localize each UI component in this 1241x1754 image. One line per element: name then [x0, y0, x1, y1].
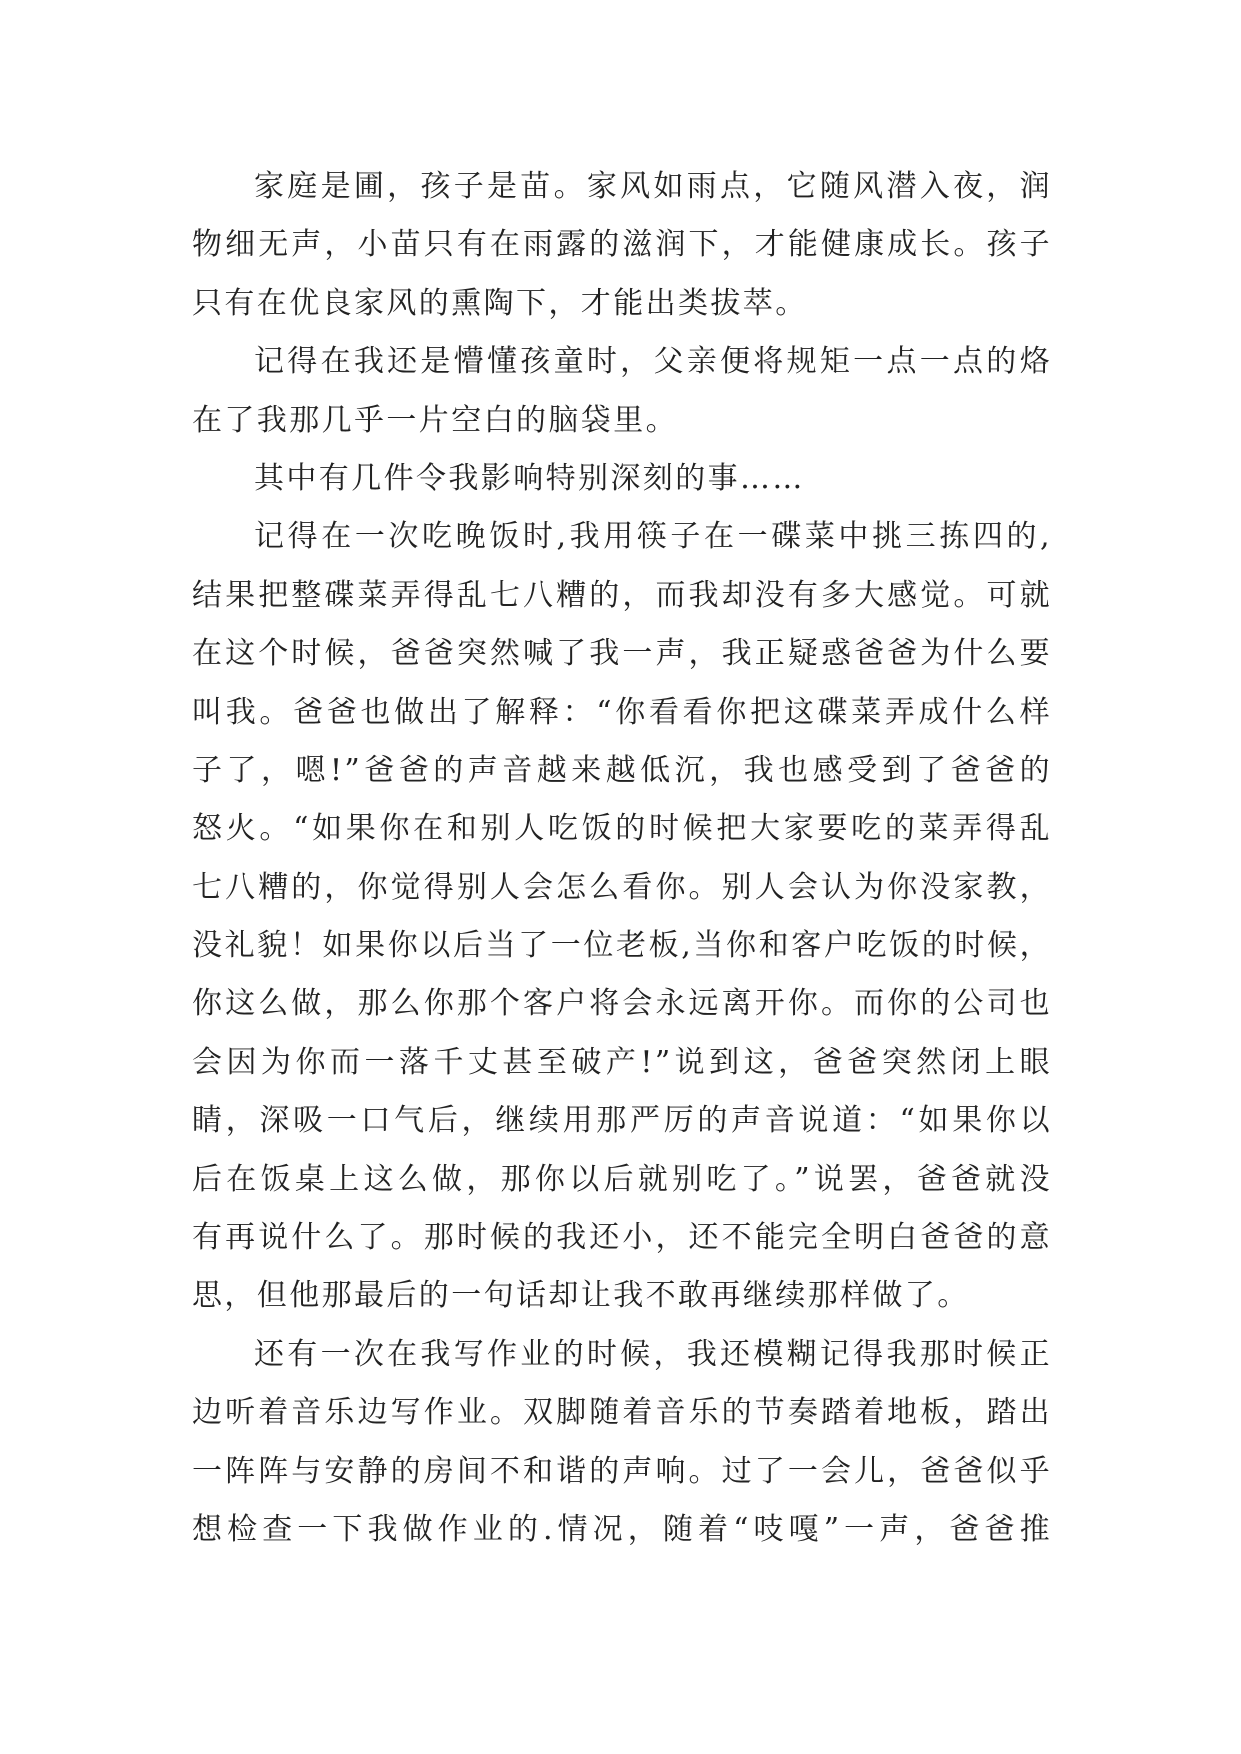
text-line: 还有一次在我写作业的时候，我还模糊记得我那时候正	[254, 1336, 1052, 1372]
document-body	[192, 158, 1052, 1559]
text-line: 记得在一次吃晚饭时,我用筷子在一碟菜中挑三拣四的,	[254, 519, 1052, 555]
text-line: 会因为你而一落千丈甚至破产!”说到这，爸爸突然闭上眼	[192, 1044, 1052, 1080]
text-line: 记得在我还是懵懂孩童时，父亲便将规矩一点一点的烙	[254, 344, 1052, 380]
text-line: 只有在优良家风的熏陶下，才能出类拔萃。	[192, 285, 808, 321]
text-line: 子了，嗯!”爸爸的声音越来越低沉，我也感受到了爸爸的	[192, 752, 1052, 788]
text-line: 在这个时候，爸爸突然喊了我一声，我正疑惑爸爸为什么要	[192, 636, 1052, 672]
text-line: 思，但他那最后的一句话却让我不敢再继续那样做了。	[192, 1278, 970, 1314]
text-line: 边听着音乐边写作业。双脚随着音乐的节奏踏着地板，踏出	[192, 1395, 1052, 1431]
text-line: 家庭是圃，孩子是苗。家风如雨点，它随风潜入夜，润	[254, 169, 1052, 204]
text-line: 睛，深吸一口气后，继续用那严厉的声音说道：“如果你以	[192, 1103, 1052, 1139]
text-line: 叫我。爸爸也做出了解释：“你看看你把这碟菜弄成什么样	[192, 694, 1052, 730]
text-line: 怒火。“如果你在和别人吃饭的时候把大家要吃的菜弄得乱	[192, 811, 1052, 847]
text-line: 没礼貌！如果你以后当了一位老板,当你和客户吃饭的时候，	[192, 928, 1052, 964]
text-line: 物细无声，小苗只有在雨露的滋润下，才能健康成长。孩子	[192, 227, 1052, 263]
text-line: 七八糟的，你觉得别人会怎么看你。别人会认为你没家教，	[192, 869, 1052, 905]
text-line: 你这么做，那么你那个客户将会永远离开你。而你的公司也	[192, 986, 1052, 1022]
text-line: 后在饭桌上这么做，那你以后就别吃了。”说罢，爸爸就没	[192, 1161, 1052, 1197]
text-line: 其中有几件令我影响特别深刻的事……	[254, 460, 805, 496]
text-line: 结果把整碟菜弄得乱七八糟的，而我却没有多大感觉。可就	[192, 577, 1052, 613]
text-line: 想检查一下我做作业的.情况，随着“吱嘎”一声，爸爸推	[192, 1511, 1052, 1547]
text-line: 一阵阵与安静的房间不和谐的声响。过了一会儿，爸爸似乎	[192, 1453, 1052, 1489]
text-line: 有再说什么了。那时候的我还小，还不能完全明白爸爸的意	[192, 1220, 1052, 1256]
text-line: 在了我那几乎一片空白的脑袋里。	[192, 402, 678, 438]
